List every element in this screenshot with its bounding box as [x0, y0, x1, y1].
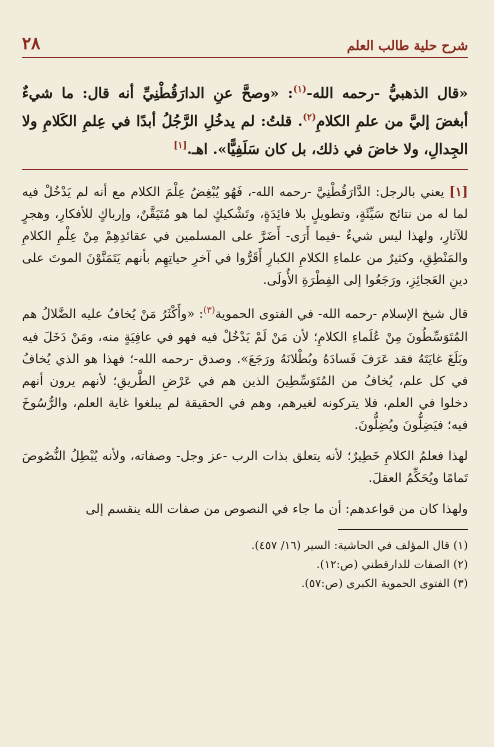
commentary-text-2a: قال شيخ الإسلام -رحمه الله- في الفتوى الحموية	[215, 306, 468, 322]
quote-text-1: «قال الذهبيُّ -رحمه الله-	[306, 84, 468, 102]
footnote-1: (١) قال المؤلف في الحاشية: السير (١٦/ ٤٥٧).	[251, 538, 468, 552]
main-separator	[22, 169, 468, 170]
commentary-marker: [١]	[449, 184, 468, 200]
commentary-paragraph-3: لهذا فعلمُ الكلامِ خَطِيرٌ؛ لأنه يتعلق بذات الرب -عز وجل- وصفاته، ولأنه يُبْطِلُ النُّصُوصَ تَمامًا ويُحَكِّمُ العقلَ.	[22, 447, 468, 485]
footnote-2: (٢) الصفات للدارقطني (ص:١٢).	[316, 557, 468, 571]
footnote-3: (٣) الفتوى الحموية الكبرى (ص:٥٧).	[301, 576, 468, 590]
quote-text-2: : «وصحَّ عنِ الدارَقُطْنِيِّ أنه قال: ما شيءٌ أبغضَ إليَّ من علمِ الكلامِ	[22, 84, 468, 130]
footnote-separator	[338, 529, 468, 530]
commentary-text-2b: : «وأَكْثَرُ مَنْ يُخافُ عليه الضَّلالُ هم المُتَوَسِّطُونَ مِنْ عُلَماءِ الكلامِ؛ لأن مَنْ لَمْ يَدْخُلْ فيه فهو في عافِيَةٍ منه، ومَنْ دَخَلَ فيه وبَلَغَ غايَتَهُ فقد عَرَفَ فَسادَهُ وبُطْلانَهُ ورَجَعَ». وصدق -رحمه الله-؛ فهذا هو الذي يُخافُ في كل علم، يُخافُ من المُتَوَسِّطِينَ الذين هم في عَرْضِ الطَّريقِ؛ لأنهم يرون أنهم دخلوا في العلم، فلا يتركونه لغيرهم، وهم في الحقيقة لم يبلغوا غاية العلم، والرُّسُوخَ فيه؛ فيَضِلُّونَ ويُضِلُّونَ.	[22, 306, 468, 432]
quote-ref-2: (٢)	[302, 112, 317, 123]
quote-ref-3: [١]	[173, 140, 187, 151]
running-title: شرح حلية طالب العلم	[346, 39, 468, 54]
commentary-paragraph-1	[22, 181, 468, 291]
page-number: ٢٨	[22, 34, 41, 54]
commentary-paragraph-2	[22, 300, 468, 435]
page-header	[22, 30, 468, 58]
commentary	[22, 181, 468, 519]
commentary-ref-3: (٣)	[203, 306, 216, 317]
quote-ref-1: (١)	[293, 85, 307, 95]
quote-text-3: . قلتُ: لم يدخُلِ الرَّجُلُ أبدًا في عِلمِ الكَلامِ ولا الجِدالِ، ولا خاضَ في ذلك، بل كان سَلَفِيًّا». اهـ.	[22, 112, 468, 158]
commentary-paragraph-4: ولهذا كان من قواعدهم: أن ما جاء في النصوص من صفات الله ينقسم إلى	[85, 500, 468, 516]
commentary-text-1: يعني بالرجل: الدَّارَقُطْنِيَّ -رحمه الله-، فَهُو يُبْغِضُ عِلْمَ الكلام مع أنه لم يَدْخُلْ فيه لما له من نتائج سَيِّئَةٍ، وتطويلٍ بلا فائِدَةٍ، وتَشْكيكٍ لما هو مُتَيَقَّنٌ، وإرباكٍ للأفكارِ، وهجرٍ للآثارِ، ولهذا ليس شيءٌ -فيما أَرَى- أَضَرَّ على المسلمين في عقائدِهِمْ مِنْ عِلْمِ الكلامِ والمَنْطِقِ، وكثيرٌ من علماءِ الكلامِ الكبارِ أَقَرُّوا في آخرِ حياتِهِم بأنهم يَتَمَنَّوْنَ الموتَ على دينِ العَجائِزِ، ورَجَعُوا إلى الفِطْرَةِ الأُولَى.	[22, 184, 468, 288]
main-quote	[22, 78, 468, 161]
footnotes	[22, 536, 468, 593]
